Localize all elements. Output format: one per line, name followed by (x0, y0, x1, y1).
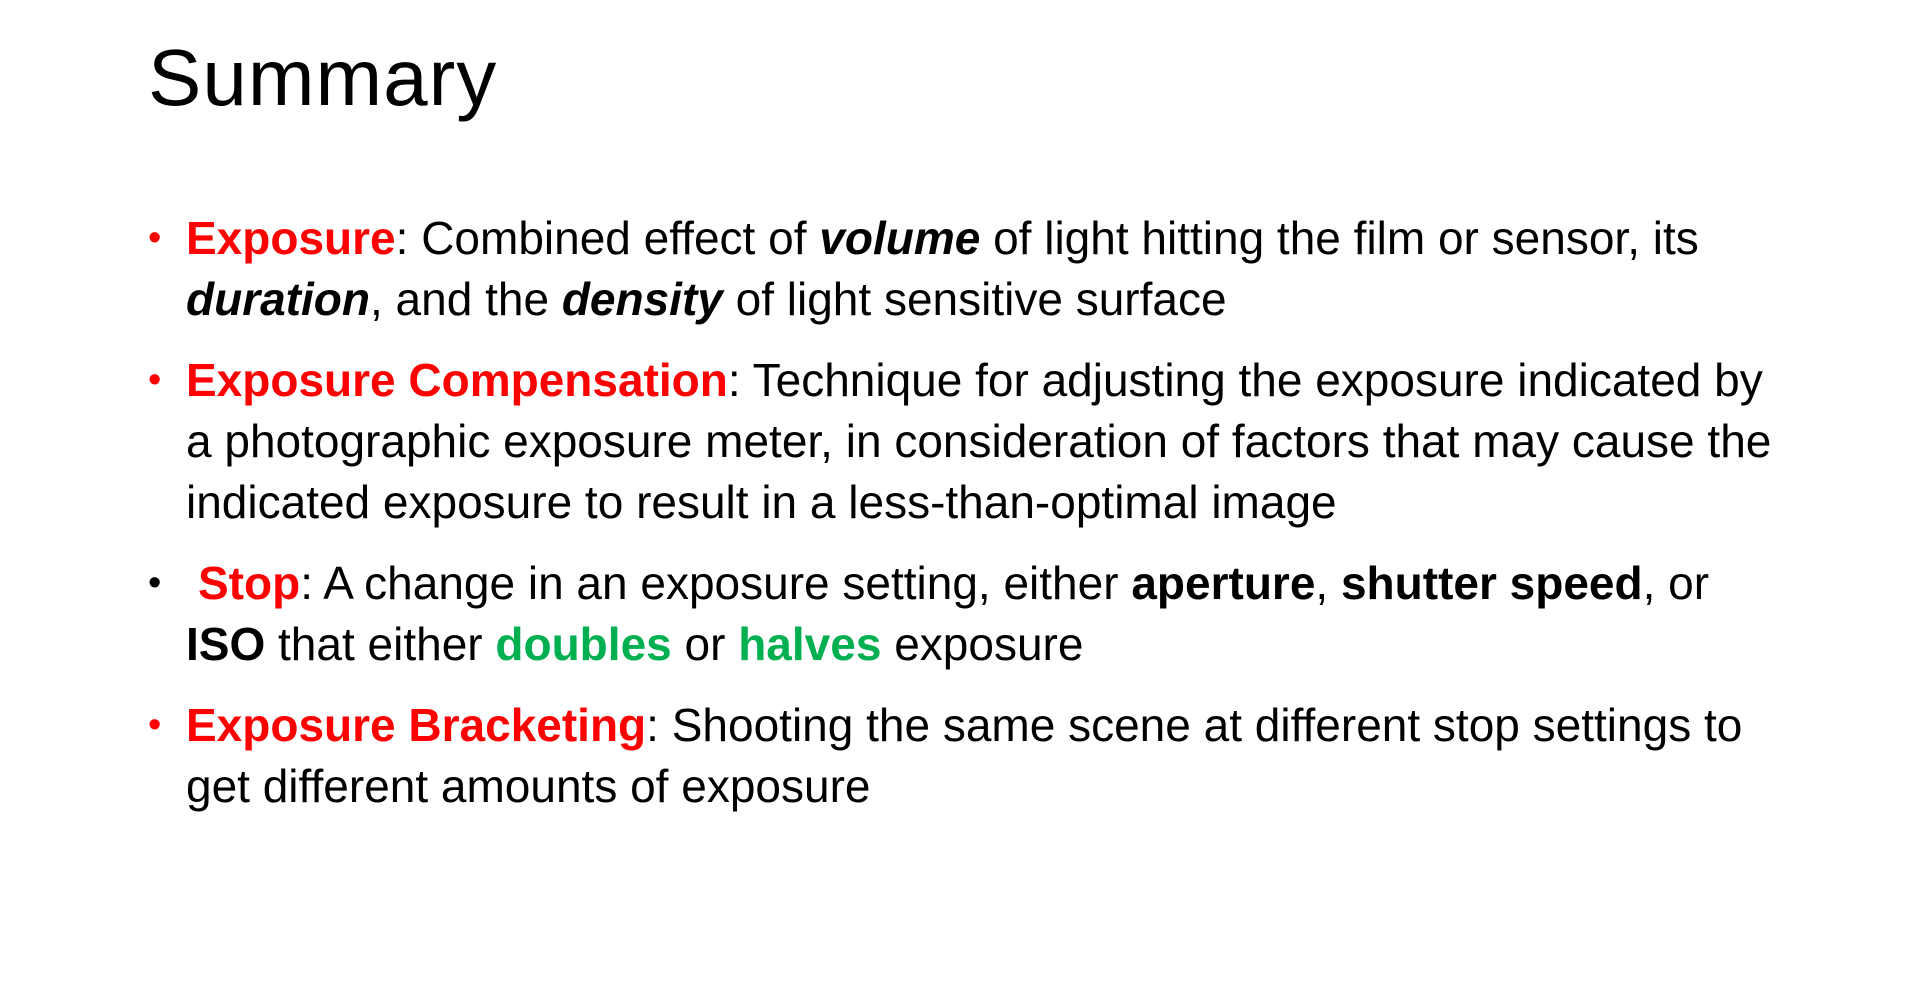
term-stop: Stop (198, 557, 301, 609)
bullet-dot-icon: • (148, 359, 162, 401)
slide-title: Summary (148, 33, 498, 122)
bullet-text: : Combined effect of (395, 212, 820, 264)
bullet-text: exposure (881, 618, 1084, 670)
bullet-text: of light sensitive surface (722, 273, 1227, 325)
bullet-dot-icon: • (148, 217, 162, 259)
keyword-doubles: doubles (495, 618, 672, 670)
bullet-text: : Technique for adjusting the exposure indicated by a photographic exposure meter, in consideration of factors that may cause the indicated exposure to result in a less-than-optimal image (186, 354, 1772, 528)
keyword-shutter-speed: shutter speed (1340, 557, 1643, 609)
bullet-text: , (1315, 557, 1341, 609)
keyword-iso: ISO (186, 618, 266, 670)
emphasis-volume: volume (819, 212, 981, 264)
bullet-text: of light hitting the film or sensor, its (980, 212, 1699, 264)
bullet-list (148, 208, 1798, 837)
emphasis-density: density (561, 273, 723, 325)
bullet-text: : A change in an exposure setting, either (300, 557, 1132, 609)
bullet-dot-icon: • (148, 704, 162, 746)
term-exposure: Exposure (186, 212, 396, 264)
bullet-text: : Shooting the same scene at different stop settings to get different amounts of exposure (186, 699, 1743, 812)
bullet-stop (148, 553, 1798, 675)
emphasis-duration: duration (186, 273, 370, 325)
bullet-exposure-compensation (148, 350, 1798, 533)
bullet-exposure (148, 208, 1798, 330)
bullet-text: , or (1642, 557, 1710, 609)
bullet-text: or (671, 618, 739, 670)
bullet-dot-icon: • (148, 562, 162, 604)
bullet-text: , and the (369, 273, 562, 325)
keyword-halves: halves (738, 618, 882, 670)
bullet-text: that either (265, 618, 496, 670)
keyword-aperture: aperture (1131, 557, 1316, 609)
term-exposure-compensation: Exposure Compensation (186, 354, 728, 406)
term-exposure-bracketing: Exposure Bracketing (186, 699, 647, 751)
bullet-exposure-bracketing (148, 695, 1798, 817)
